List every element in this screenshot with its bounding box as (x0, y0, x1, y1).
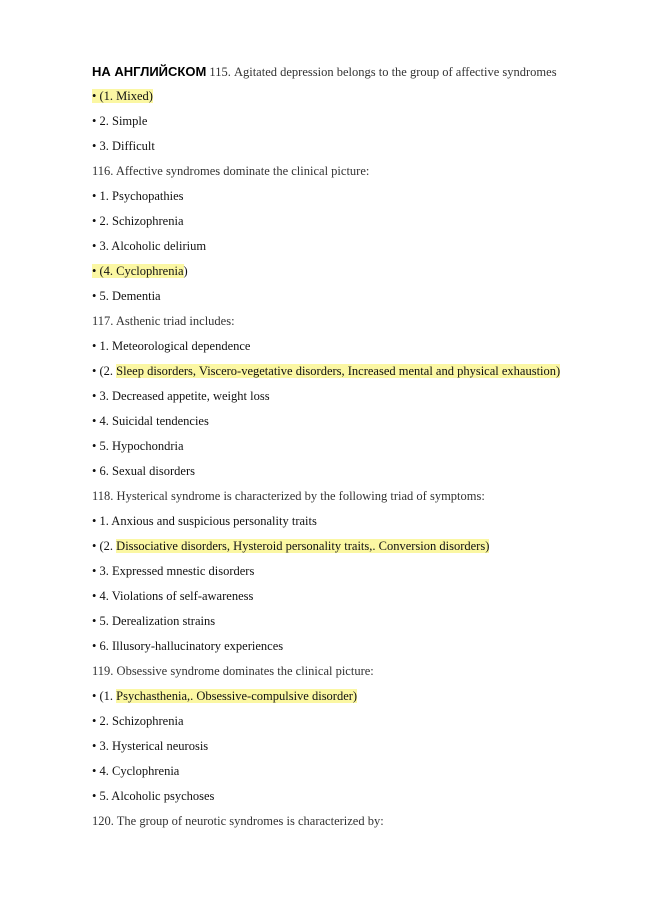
line-text: • 3. Expressed mnestic disorders (92, 564, 255, 578)
highlighted-answer: Sleep disorders, Viscero-vegetative disorders, Increased mental and physical exhaustion) (116, 364, 561, 378)
line-text: • 6. Sexual disorders (92, 464, 195, 478)
answer-option (92, 388, 590, 405)
line-text: • (2. (92, 364, 117, 378)
line-text: • 3. Alcoholic delirium (92, 239, 207, 253)
answer-option (92, 113, 590, 130)
question-text (92, 813, 590, 830)
highlighted-answer: Psychasthenia,. Obsessive-compulsive disorder) (116, 689, 358, 703)
answer-option (92, 638, 590, 655)
answer-option (92, 763, 590, 780)
answer-option (92, 738, 590, 755)
line-text: • 4. Suicidal tendencies (92, 414, 209, 428)
highlighted-answer: • (4. Cyclophrenia (92, 264, 184, 278)
line-text: • 1. Meteorological dependence (92, 339, 251, 353)
answer-option (92, 463, 590, 480)
answer-option (92, 363, 590, 380)
line-text: 120. The group of neurotic syndromes is characterized by: (92, 814, 384, 828)
line-text: • (2. (92, 539, 117, 553)
line-text: 118. Hysterical syndrome is characterized by the following triad of symptoms: (92, 489, 485, 503)
answer-option (92, 263, 590, 280)
line-text: • 5. Alcoholic psychoses (92, 789, 215, 803)
question-text (92, 163, 590, 180)
question-text (92, 313, 590, 330)
answer-option (92, 188, 590, 205)
line-text: • 3. Decreased appetite, weight loss (92, 389, 270, 403)
line-text: • 2. Simple (92, 114, 148, 128)
line-text: • (1. (92, 689, 117, 703)
line-text: • 3. Difficult (92, 139, 155, 153)
answer-option (92, 513, 590, 530)
question-list (92, 88, 590, 830)
line-text: 117. Asthenic triad includes: (92, 314, 235, 328)
line-text: • 1. Psychopathies (92, 189, 184, 203)
highlighted-answer: Dissociative disorders, Hysteroid personality traits,. Conversion disorders) (116, 539, 490, 553)
line-text: • 2. Schizophrenia (92, 714, 184, 728)
line-text: • 4. Violations of self-awareness (92, 589, 254, 603)
line-text: • 2. Schizophrenia (92, 214, 184, 228)
answer-option (92, 438, 590, 455)
line-text: • 5. Derealization strains (92, 614, 216, 628)
question-text (92, 488, 590, 505)
line-text: • 5. Dementia (92, 289, 161, 303)
question-115-text: 115. Agitated depression belongs to the group of affective syndromes (206, 65, 557, 79)
answer-option (92, 613, 590, 630)
highlighted-answer: • (1. Mixed) (92, 89, 153, 103)
line-text: • 1. Anxious and suspicious personality traits (92, 514, 317, 528)
answer-option (92, 563, 590, 580)
answer-option (92, 538, 590, 555)
answer-option (92, 338, 590, 355)
answer-option (92, 588, 590, 605)
line-text: • 4. Cyclophrenia (92, 764, 180, 778)
answer-option (92, 238, 590, 255)
line-text: 116. Affective syndromes dominate the clinical picture: (92, 164, 370, 178)
line-text: ) (183, 264, 188, 278)
answer-option (92, 138, 590, 155)
answer-option (92, 688, 590, 705)
line-text: 119. Obsessive syndrome dominates the clinical picture: (92, 664, 374, 678)
language-heading: НА АНГЛИЙСКОМ (92, 64, 207, 79)
answer-option (92, 288, 590, 305)
answer-option (92, 213, 590, 230)
question-115-heading (92, 63, 572, 81)
question-text (92, 663, 590, 680)
answer-option (92, 88, 590, 105)
line-text: • 3. Hysterical neurosis (92, 739, 209, 753)
answer-option (92, 788, 590, 805)
answer-option (92, 713, 590, 730)
line-text: • 5. Hypochondria (92, 439, 184, 453)
line-text: • 6. Illusory-hallucinatory experiences (92, 639, 284, 653)
answer-option (92, 413, 590, 430)
